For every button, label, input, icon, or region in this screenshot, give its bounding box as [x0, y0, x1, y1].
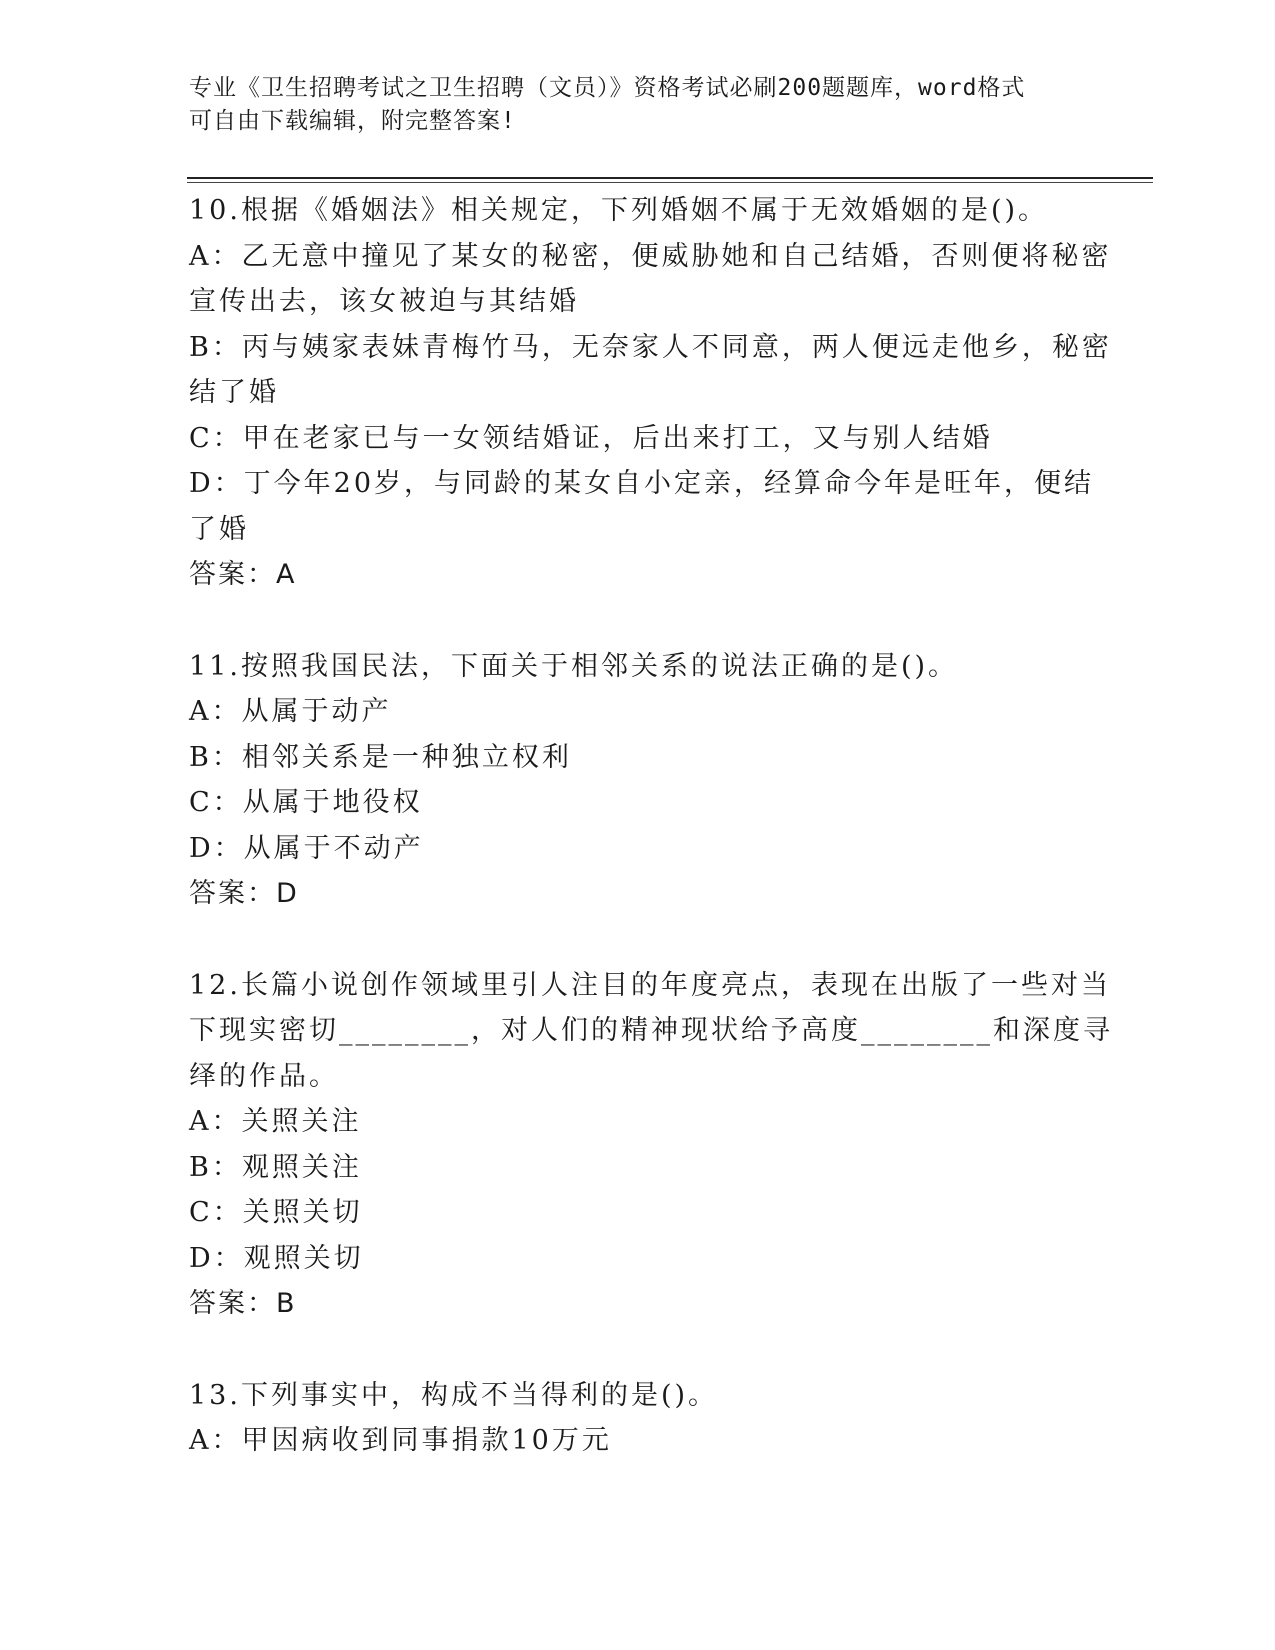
header-line: 专业《卫生招聘考试之卫生招聘（文员）》资格考试必刷200题题库，word格式: [189, 75, 1026, 101]
question-10: [189, 188, 1149, 598]
question-13: [189, 1373, 1149, 1464]
question-12: [189, 963, 1149, 1327]
question-list: [189, 188, 1149, 1464]
option-d: D：丁今年20岁，与同龄的某女自小定亲，经算命今年是旺年，便结: [189, 468, 1095, 499]
option-b-cont: 结了婚: [189, 377, 279, 408]
option-b: B：相邻关系是一种独立权利: [189, 741, 572, 773]
option-a-cont: 宣传出去，该女被迫与其结婚: [189, 286, 579, 317]
answer-line: 答案：B: [189, 1288, 297, 1319]
option-d-cont: 了婚: [189, 513, 249, 545]
option-b: B：丙与姨家表妹青梅竹马，无奈家人不同意，两人便远走他乡，秘密: [189, 331, 1112, 363]
question-stem: 11.按照我国民法，下面关于相邻关系的说法正确的是()。: [189, 650, 959, 682]
question-11: [189, 644, 1149, 917]
option-a: A：从属于动产: [189, 696, 392, 727]
option-a: A：甲因病收到同事捐款10万元: [189, 1425, 612, 1456]
option-d: D：观照关切: [189, 1242, 364, 1274]
header-divider: [187, 177, 1153, 179]
option-a: A：乙无意中撞见了某女的秘密，便威胁她和自己结婚，否则便将秘密: [189, 240, 1112, 272]
option-c: C：从属于地役权: [189, 787, 423, 818]
question-stem-cont: 下现实密切________，对人们的精神现状给予高度________和深度寻: [189, 1015, 1113, 1046]
option-c: C：甲在老家已与一女领结婚证，后出来打工，又与别人结婚: [189, 422, 993, 454]
header-divider-thin: [187, 182, 1153, 183]
question-stem: 10.根据《婚姻法》相关规定，下列婚姻不属于无效婚姻的是()。: [189, 195, 1049, 226]
option-a: A：关照关注: [189, 1106, 362, 1137]
question-stem-cont: 绎的作品。: [189, 1060, 339, 1092]
option-d: D：从属于不动产: [189, 832, 424, 864]
question-stem: 13.下列事实中，构成不当得利的是()。: [189, 1379, 719, 1411]
answer-line: 答案：A: [189, 559, 297, 590]
question-stem: 12.长篇小说创作领域里引人注目的年度亮点，表现在出版了一些对当: [189, 969, 1111, 1001]
answer-line: 答案：D: [189, 878, 299, 909]
option-c: C：关照关切: [189, 1197, 363, 1228]
document-header: [189, 72, 1089, 138]
option-b: B：观照关注: [189, 1151, 362, 1183]
header-line: 可自由下载编辑，附完整答案!: [189, 108, 516, 134]
